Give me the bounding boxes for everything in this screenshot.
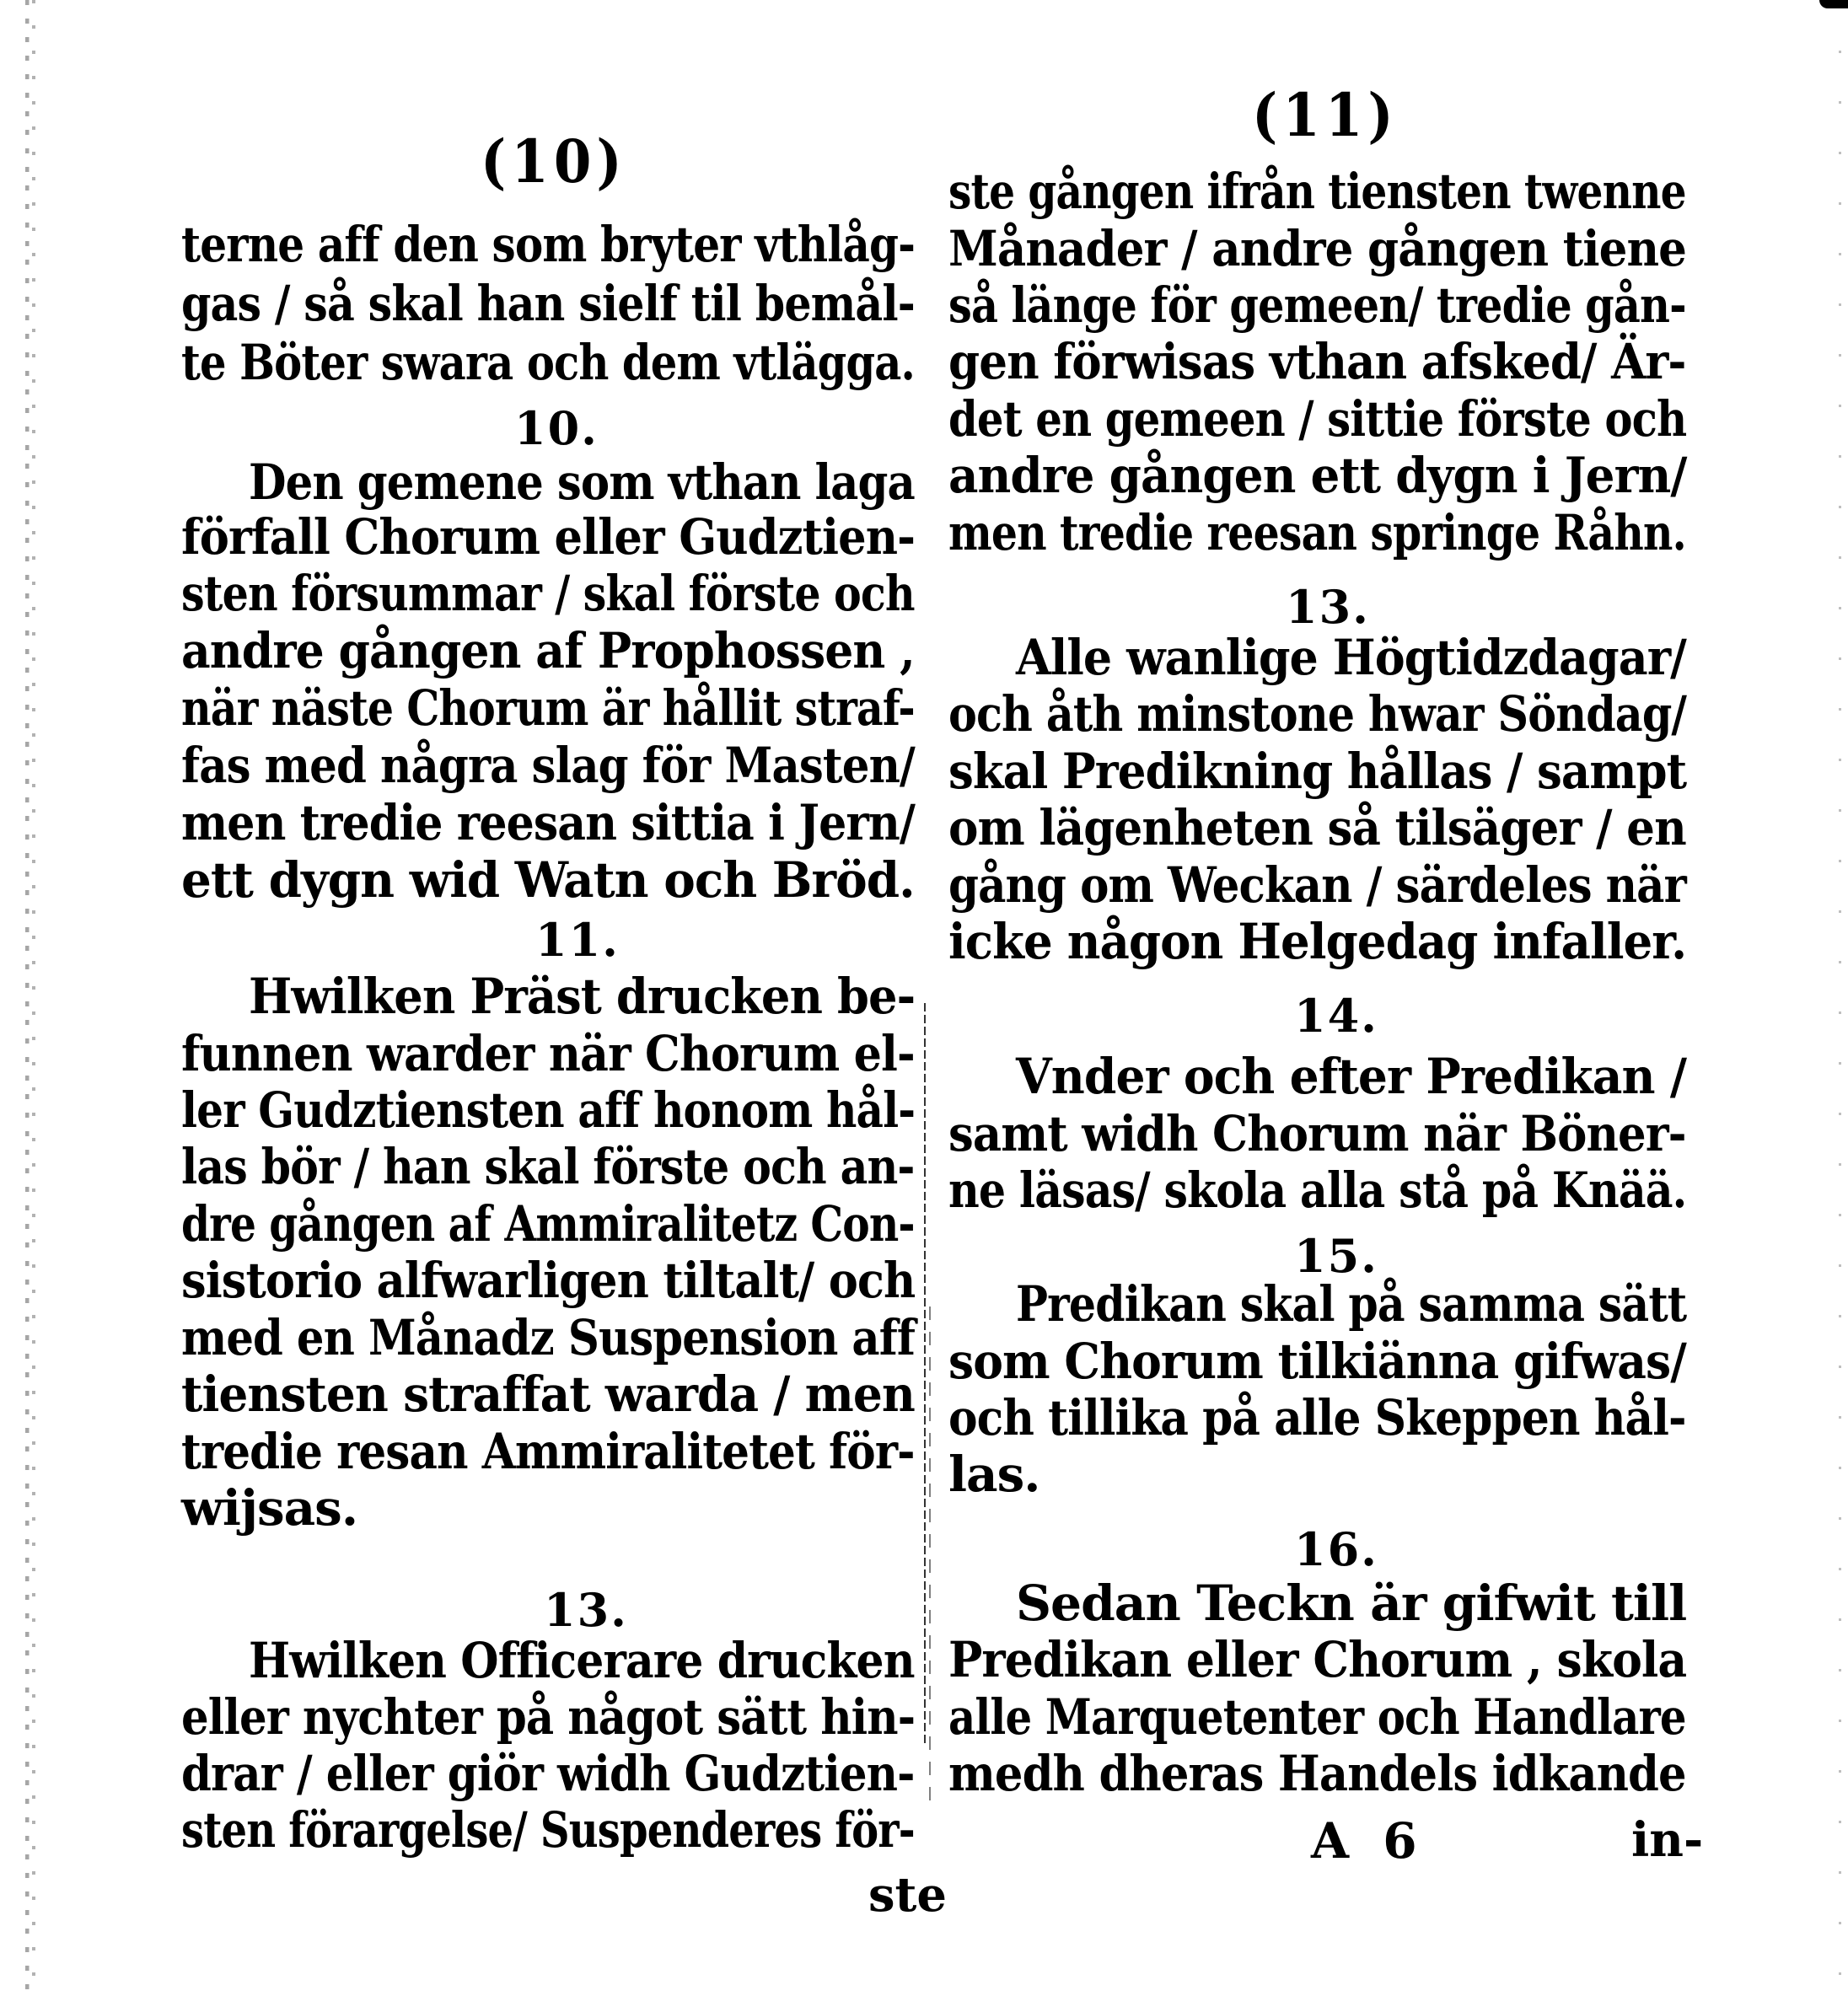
text-line: tredie resan Ammiralitetet för- [181, 1423, 915, 1480]
text-line: skal Predikning hållas / sampt [948, 743, 1687, 800]
text-line: tiensten straffat warda / men [181, 1366, 915, 1423]
text-line: Predikan skal på samma sätt [1016, 1275, 1687, 1333]
scan-corner-artifact [1819, 0, 1848, 8]
page-number: (10) [481, 127, 627, 197]
text-line: men tredie reesan sittia i Jern/ [181, 794, 916, 851]
text-line: medh dheras Handels idkande [948, 1745, 1686, 1802]
text-line: så länge för gemeen/ tredie gån- [948, 276, 1686, 334]
text-line: sistorio alfwarligen tiltalt/ och [181, 1252, 916, 1309]
text-line: Den gemene som vthan laga [249, 453, 915, 511]
text-line: men tredie reesan springe Råhn. [948, 504, 1686, 561]
section-number: 14. [1294, 989, 1378, 1043]
page-number: (11) [1252, 81, 1399, 151]
page-fold-line [929, 1307, 931, 1812]
text-line: med en Månadz Suspension aff [181, 1309, 916, 1366]
text-line: ett dygn wid Watn och Bröd. [181, 851, 915, 909]
text-line: andre gången ett dygn i Jern/ [948, 447, 1687, 504]
text-line: ne läsas/ skola alla stå på Knää. [948, 1162, 1687, 1219]
text-line: gång om Weckan / särdeles när [948, 856, 1686, 914]
text-line: samt widh Chorum när Böner- [948, 1105, 1686, 1162]
text-line: Månader / andre gången tiene [948, 220, 1686, 277]
text-line: sten förargelse/ Suspenderes för- [181, 1801, 915, 1859]
section-number: 10. [514, 401, 599, 455]
text-line: när näste Chorum är hållit straf- [181, 679, 915, 737]
scan-edge-artifact [1839, 0, 1841, 1996]
scan-gutter-artifact [32, 0, 35, 1996]
text-line: det en gemeen / sittie förste och [948, 390, 1687, 448]
text-line: ler Gudztiensten aff honom hål- [181, 1081, 916, 1139]
page-fold-line [924, 1003, 926, 1745]
text-line: Hwilken Präst drucken be- [249, 968, 916, 1025]
text-line: fas med några slag för Masten/ [181, 737, 915, 794]
text-line: funnen warder när Chorum el- [181, 1025, 915, 1082]
text-line: Hwilken Officerare drucken [249, 1632, 915, 1689]
section-number: 16. [1294, 1522, 1378, 1576]
text-line: och tillika på alle Skeppen hål- [948, 1389, 1686, 1446]
text-line: las. [948, 1446, 1040, 1503]
text-line: las bör / han skal förste och an- [181, 1138, 915, 1195]
text-line: sten försummar / skal förste och [181, 565, 915, 622]
text-line: wijsas. [181, 1479, 358, 1537]
text-line: ste gången ifrån tiensten twenne [948, 163, 1686, 220]
text-line: gas / så skal han sielf til bemål- [181, 275, 915, 332]
text-line: som Chorum tilkiänna gifwas/ [948, 1333, 1686, 1390]
text-line: förfall Chorum eller Gudztien- [181, 508, 916, 566]
text-line: eller nychter på något sätt hin- [181, 1688, 916, 1746]
text-line: Sedan Teckn är gifwit till [1016, 1575, 1687, 1632]
text-line: andre gången af Prophossen , [181, 622, 915, 679]
text-line: Vnder och efter Predikan / [1016, 1048, 1687, 1105]
text-line: icke någon Helgedag infaller. [948, 913, 1687, 970]
section-number: 11. [535, 913, 620, 967]
text-line: alle Marquetenter och Handlare [948, 1688, 1686, 1746]
text-line: om lägenheten så tilsäger / en [948, 799, 1686, 856]
signature-mark: A 6 [1311, 1812, 1426, 1870]
text-line: te Böter swara och dem vtlägga. [181, 334, 915, 391]
section-number: 13. [544, 1583, 628, 1637]
text-line: Alle wanlige Högtidzdagar/ [1016, 629, 1686, 686]
text-line: drar / eller giör widh Gudztien- [181, 1745, 915, 1802]
text-line: gen förwisas vthan afsked/ Är- [948, 333, 1686, 390]
catchword: in- [1631, 1812, 1704, 1868]
text-line: terne aff den som bryter vthlåg- [181, 216, 916, 273]
section-number: 13. [1286, 580, 1370, 634]
text-line: Predikan eller Chorum , skola [948, 1631, 1687, 1688]
catchword: ste [868, 1867, 948, 1923]
text-line: och åth minstone hwar Söndag/ [948, 685, 1687, 743]
section-number: 15. [1294, 1229, 1378, 1283]
scan-gutter-artifact [15, 0, 40, 1996]
text-line: dre gången af Ammiralitetz Con- [181, 1195, 915, 1253]
